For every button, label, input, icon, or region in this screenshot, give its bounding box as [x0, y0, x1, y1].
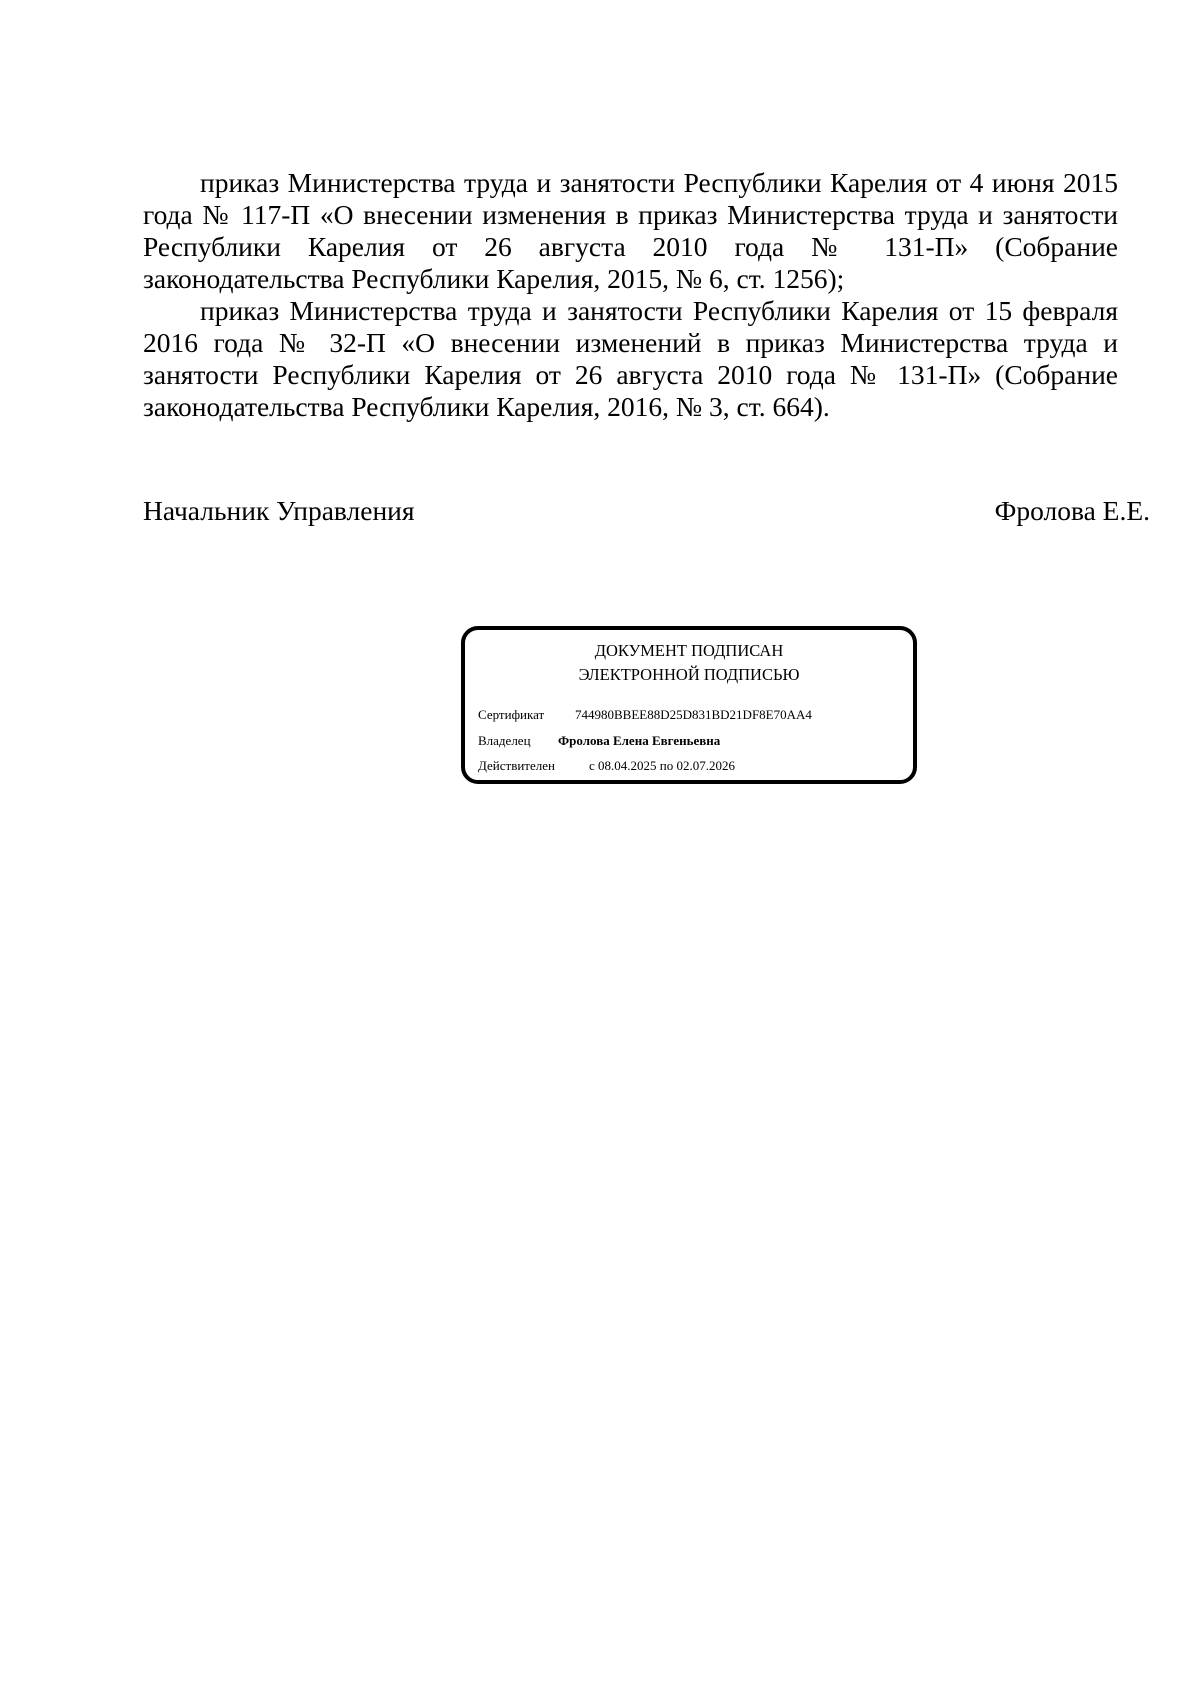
signature-row	[143, 495, 1150, 527]
document-body	[143, 167, 1118, 423]
paragraph-order-2015: приказ Министерства труда и занятости Республики Карелия от 4 июня 2015 года № 117-П «О внесении изменения в приказ Министерства труда и занятости Республики Карелия от 26 августа 2010 года № 131-П» (Собрание законодательства Республики Карелия, 2015, № 6, ст. 1256);	[143, 167, 1118, 294]
owner-value: Фролова Елена Евгеньевна	[558, 733, 721, 748]
stamp-validity-row	[478, 757, 735, 775]
stamp-title-line-2: ЭЛЕКТРОННОЙ ПОДПИСЬЮ	[578, 665, 800, 684]
owner-label: Владелец	[478, 733, 531, 748]
paragraph-order-2016: приказ Министерства труда и занятости Республики Карелия от 15 февраля 2016 года № 32-П «О внесении изменений в приказ Министерства труда и занятости Республики Карелия от 26 августа 2010 года № 131-П» (Собрание законодательства Республики Карелия, 2016, № 3, ст. 664).	[143, 295, 1118, 422]
stamp-certificate-row	[478, 706, 812, 724]
signer-name: Фролова Е.Е.	[994, 495, 1150, 526]
certificate-value: 744980BBEE88D25D831BD21DF8E70AA4	[575, 707, 812, 722]
signer-position: Начальник Управления	[143, 495, 415, 526]
stamp-title-line-1: ДОКУМЕНТ ПОДПИСАН	[594, 641, 784, 660]
stamp-title	[465, 639, 913, 687]
stamp-owner-row	[478, 732, 720, 750]
valid-label: Действителен	[478, 758, 555, 773]
valid-value: с 08.04.2025 по 02.07.2026	[589, 758, 735, 773]
electronic-signature-stamp	[461, 626, 917, 784]
certificate-label: Сертификат	[478, 707, 545, 722]
